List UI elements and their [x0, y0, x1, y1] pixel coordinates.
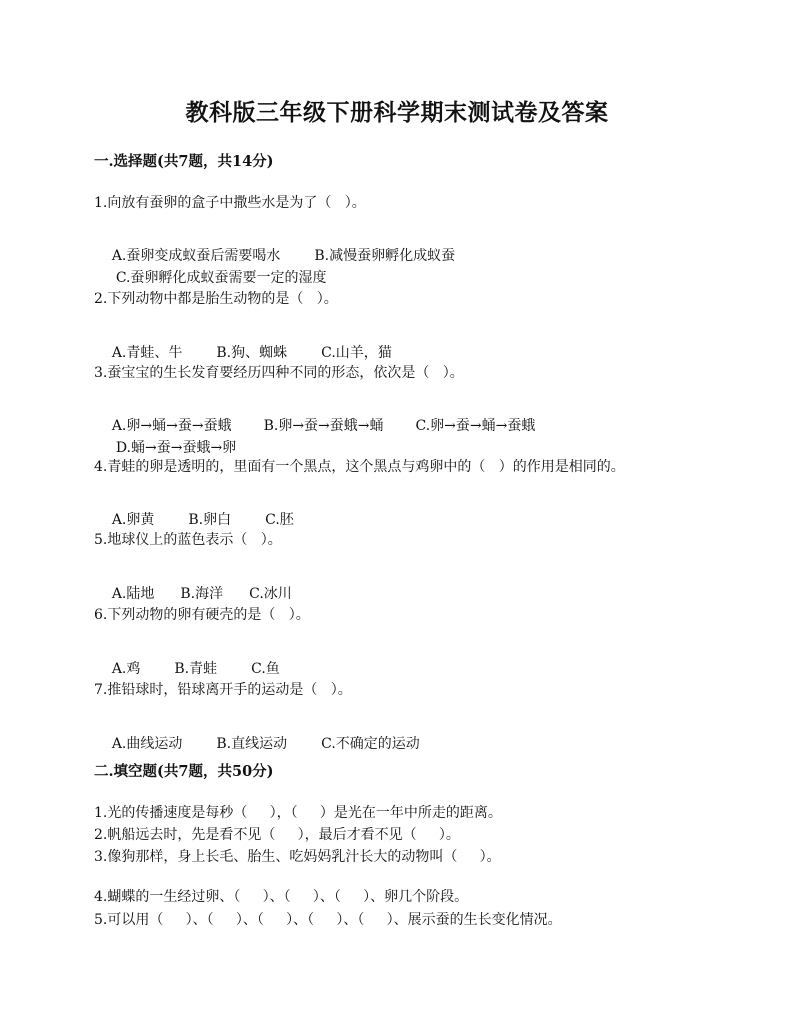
fill-question: 5.可以用（ ）、（ ）、（ ）、（ ）、（ ）、展示蚕的生长变化情况。	[94, 912, 562, 928]
option-b: B.卵白	[188, 512, 232, 528]
fill-question: 4.蝴蝶的一生经过卵、（ ）、（ ）、（ ）、卵几个阶段。	[94, 889, 469, 905]
option-c: C.蚕卵孵化成蚁蚕需要一定的湿度	[115, 270, 327, 286]
option-a: A.卵黄	[111, 512, 155, 528]
option-a: A.青蛙、牛	[111, 345, 183, 361]
option-b: B.卵→蚕→蚕蛾→蛹	[263, 418, 384, 434]
section-heading-fill-blank: 二.填空题(共7题，共50分)	[94, 763, 274, 780]
option-a: A.卵→蛹→蚕→蚕蛾	[111, 418, 232, 434]
option-b: B.直线运动	[216, 736, 288, 752]
question-stem: 4.青蛙的卵是透明的，里面有一个黑点，这个黑点与鸡卵中的（ ）的作用是相同的。	[94, 459, 625, 475]
fill-question: 1.光的传播速度是每秒（ ），（ ）是光在一年中所走的距离。	[94, 805, 502, 821]
option-a: A.鸡	[111, 661, 141, 677]
option-b: B.减慢蚕卵孵化成蚁蚕	[314, 248, 456, 264]
option-c: C.山羊，猫	[321, 345, 392, 361]
option-c: C.冰川	[249, 586, 292, 602]
page-title: 教科版三年级下册科学期末测试卷及答案	[185, 99, 609, 126]
question-stem: 1.向放有蚕卵的盒子中撒些水是为了（ ）。	[94, 195, 366, 211]
option-b: B.狗、蜘蛛	[216, 345, 288, 361]
section-heading-choice: 一.选择题(共7题，共14分)	[94, 153, 274, 170]
question-stem: 3.蚕宝宝的生长发育要经历四种不同的形态，依次是（ ）。	[94, 365, 464, 381]
option-c: C.胚	[265, 512, 294, 528]
question-stem: 7.推铅球时，铅球离开手的运动是（ ）。	[94, 682, 352, 698]
option-d: D.蛹→蚕→蚕蛾→卵	[115, 440, 237, 456]
option-c: C.不确定的运动	[321, 736, 420, 752]
fill-question: 3.像狗那样，身上长毛、胎生、吃妈妈乳汁长大的动物叫（ ）。	[94, 849, 501, 865]
option-c: C.卵→蚕→蛹→蚕蛾	[415, 418, 536, 434]
option-b: B.海洋	[180, 586, 224, 602]
question-stem: 2.下列动物中都是胎生动物的是（ ）。	[94, 291, 338, 307]
option-a: A.陆地	[111, 586, 155, 602]
option-a: A.蚕卵变成蚁蚕后需要喝水	[111, 248, 281, 264]
option-c: C.鱼	[251, 661, 280, 677]
fill-question: 2.帆船远去时，先是看不见（ ），最后才看不见（ ）。	[94, 827, 460, 843]
question-stem: 5.地球仪上的蓝色表示（ ）。	[94, 532, 282, 548]
option-a: A.曲线运动	[111, 736, 183, 752]
option-b: B.青蛙	[174, 661, 218, 677]
question-stem: 6.下列动物的卵有硬壳的是（ ）。	[94, 607, 310, 623]
